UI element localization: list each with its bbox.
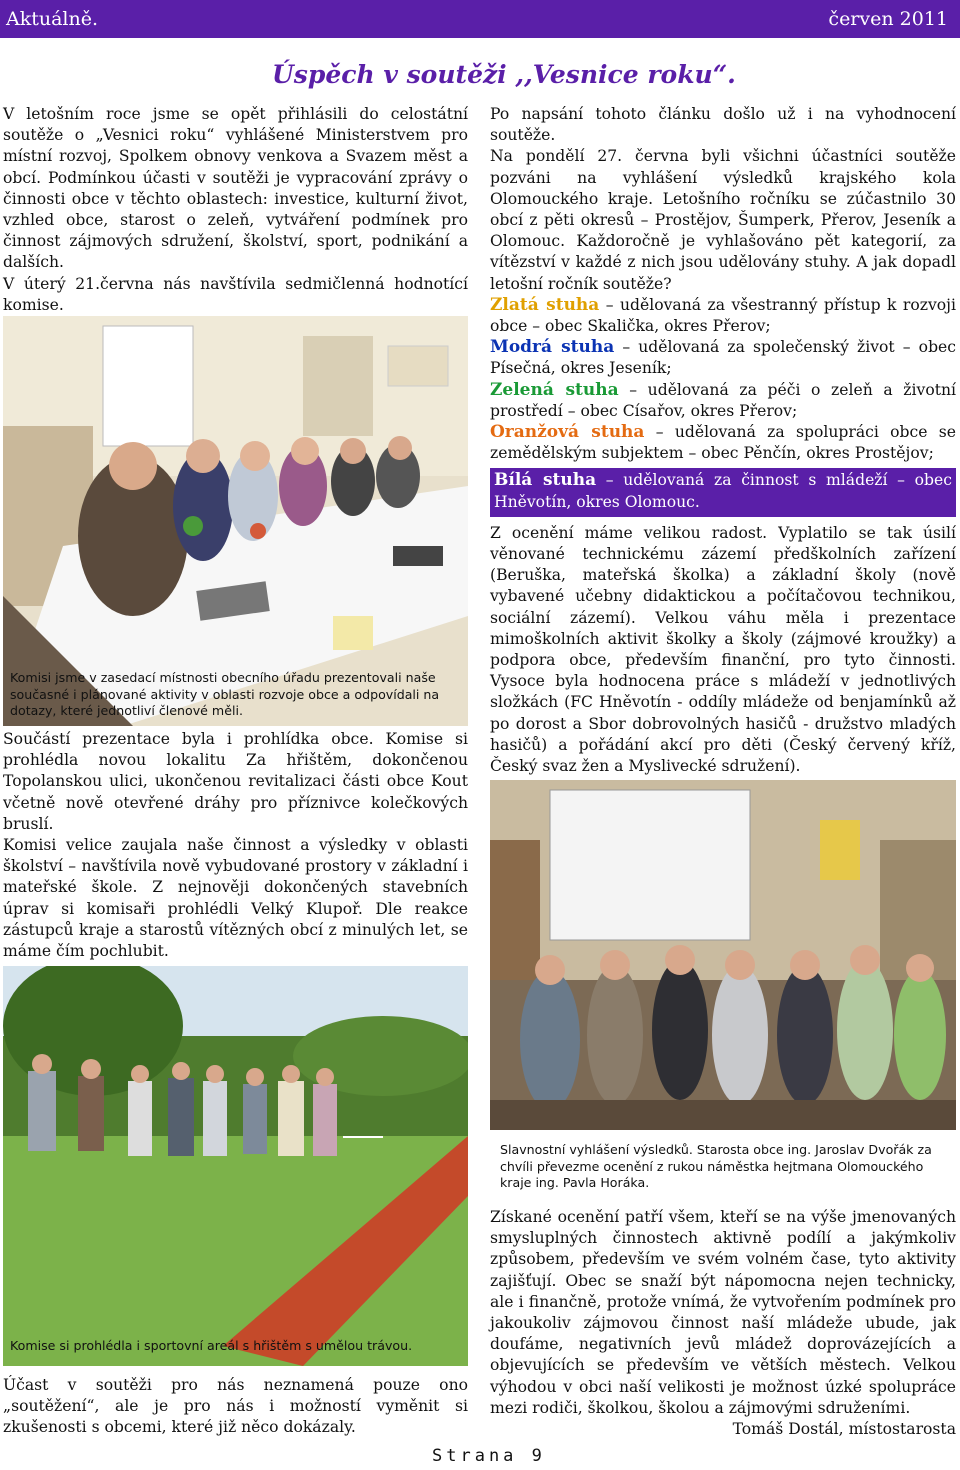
left-column-body (3, 729, 468, 962)
evaluation-paragraph: Na pondělí 27. června byli všichni účastníci soutěže pozváni na vyhlášení výsledků krajského kola Olomouckého kraje. Letošního ročníku se zúčastnilo 30 obcí z pěti okresů – Prostějov, Šumperk, Přerov, Jeseník a Olomouc. Každoročně je vyhlašováno pět kategorií, za vítězství v každé z nich jsou udělovány stuhy. A jak dopadl letošní ročník soutěže? (490, 147, 956, 293)
award-green-text: – udělovaná za péči o zeleň a životní prostředí – obec Císařov, okres Přerov; (490, 380, 956, 420)
award-gold (490, 295, 956, 337)
right-column-text (490, 104, 956, 777)
right-column-closing (490, 1207, 956, 1440)
award-green (490, 380, 956, 422)
results-paragraph: Z ocenění máme velikou radost. Vyplatilo se tak úsilí věnované technickému zázemí předškolních zařízení (Beruška, mateřská školka) a základní školy (nově vybavené učebny didaktickou a počítačovou technikou, sociální zázemí). Velkou váhu měla i prezentace mimoškolních aktivit školky a školy (zájmové kroužky) a podpora obce, především finanční, pro tyto činnosti. Vysoce byla hodnocena práce s mládeží v jednotlivých složkách (FC Hněvotín - oddíly mládeže od benjamínků až po dorost a Sbor dobrovolných hasičů - družstvo mladých hasičů) a pořádání akcí pro děti (Český červený kříž, Český svaz žen a Myslivecké sdružení). (490, 523, 956, 776)
page-number: Strana 9 (432, 1446, 546, 1466)
meeting-photo-caption: Komisi jsme v zasedací místnosti obecního úřadu prezentovali naše současné i plánované aktivity v oblasti rozvoje obce a odpovídali na dotazy, které jednotliví členové měli. (10, 670, 440, 718)
award-blue-name: Modrá stuha (490, 337, 615, 358)
evaluation-intro: Po napsání tohoto článku došlo už i na vyhodnocení soutěže. (490, 105, 956, 145)
award-gold-text: – udělovaná za všestranný přístup k rozvoji obce – obec Skalička, okres Přerov; (490, 295, 956, 336)
award-orange-name: Oranžová stuha (490, 422, 645, 443)
award-white-name: Bílá stuha (494, 470, 597, 491)
author-signature: Tomáš Dostál, místostarosta (732, 1420, 956, 1439)
article-title: Úspěch v soutěži ,,Vesnice roku“. (272, 60, 736, 89)
visit-paragraph: V úterý 21.června nás navštívila sedmičlenná hodnotící komise. (3, 274, 468, 314)
award-orange-text: – udělovaná za spolupráci obce se zemědělským subjektem – obec Pěnčín, okres Prostějov; (490, 423, 956, 463)
ceremony-photo-caption: Slavnostní vyhlášení výsledků. Starosta obce ing. Jaroslav Dvořák za chvíli převezme ocenění z rukou náměstka hejtmana Olomouckého kraje ing. Pavla Horáka. (500, 1142, 932, 1190)
experience-paragraph: Účast v soutěži pro nás neznamená pouze ono „soutěžení“, ale je pro nás i možností vyměnit si zkušenosti s obcemi, které již něco dokázaly. (3, 1376, 468, 1437)
award-blue-text: – udělovaná za společenský život – obec Písečná, okres Jeseník; (490, 338, 957, 378)
school-paragraph: Komisi velice zaujala naše činnost a výsledky v oblasti školství – navštívila nově vybudované prostory v základní i mateřské škole. Z nejnověji dokončených stavebních úprav si komisaři prohlédli Velký Klupoř. Dle reakce zástupců kraje a starostů vítězných obcí z minulých let, se máme čím pochlubit. (3, 836, 468, 961)
left-column-intro (3, 104, 468, 316)
ceremony-photo (490, 780, 956, 1130)
award-orange (490, 422, 956, 464)
left-column-closing (3, 1375, 468, 1439)
gratitude-paragraph: Získané ocenění patří všem, kteří se na výše jmenovaných smysluplných činnostech aktivně podílí a jakýmkoliv způsobem, především ve svém volném čase, tyto aktivity zajišťují. Obec se snaží být nápomocna nejen technicky, ale i finančně, protože vnímá, že vytvořením podmínek pro jakoukoliv zájmovou činnost naší mládeže ubude, jak doufáme, negativních jevů mládež doprovázejících a objevujících se především ve větších městech. Velkou výhodou v obci naší velikosti je možnost úzké spolupráce mezi rodiči, školkou, školou a zájmovými sdruženími. (490, 1208, 956, 1417)
sports-photo-caption: Komise si prohlédla i sportovní areál s hřištěm s umělou trávou. (10, 1338, 413, 1353)
award-blue (490, 337, 956, 379)
tour-paragraph: Součástí prezentace byla i prohlídka obce. Komise si prohlédla novou lokalitu Za hřištěm, dokončenou Topolanskou ulici, ukončenou revitalizaci části obce Kout včetně nově otevřené dráhy pro příznivce kolečkových bruslí. (3, 730, 468, 833)
header-date: červen 2011 (828, 8, 948, 30)
sports-area-photo (3, 966, 468, 1366)
award-white (490, 468, 956, 516)
intro-paragraph: V letošním roce jsme se opět přihlásili do celostátní soutěže o „Vesnici roku“ vyhlášené Ministerstvem pro místní rozvoj, Spolkem obnovy venkova a Svazem měst a obcí. Podmínkou účasti v soutěži je vypracování zprávy o činnosti obce v těchto oblastech: investice, kulturní život, vzhled obce, starost o zeleň, vytváření podmínek pro činnost zájmových sdružení, školství, sport, podnikání a dalších. (3, 105, 468, 272)
meeting-room-photo (3, 316, 468, 726)
award-gold-name: Zlatá stuha (490, 294, 600, 315)
page-header (0, 0, 960, 38)
award-white-text: – udělovaná za činnost s mládeží – obec Hněvotín, okres Olomouc. (494, 471, 952, 511)
award-green-name: Zelená stuha (490, 379, 619, 400)
header-section-label: Aktuálně. (6, 8, 99, 30)
